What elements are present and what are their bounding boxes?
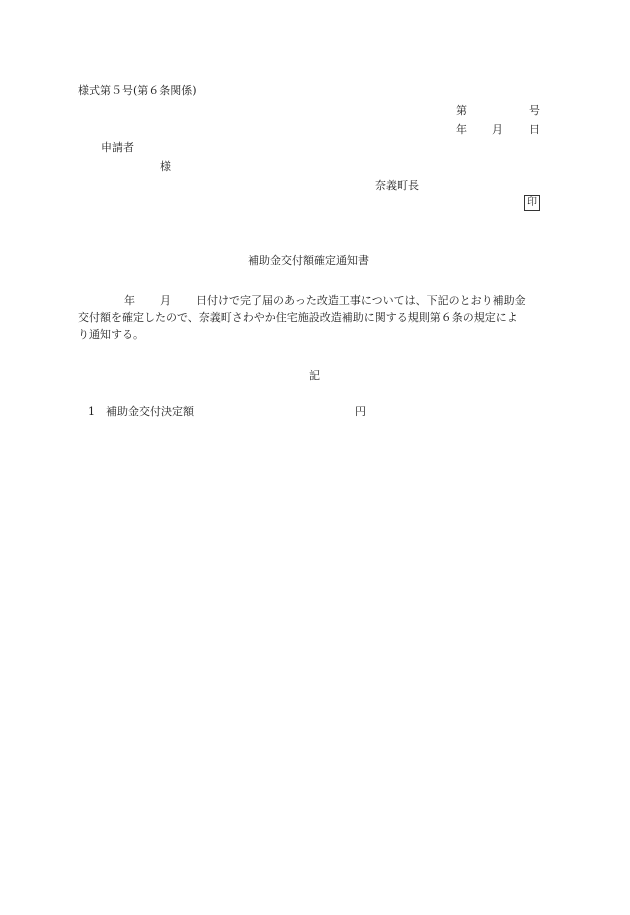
doc-number-suffix: 号	[529, 104, 540, 117]
item-label: 補助金交付決定額	[106, 405, 194, 418]
body-month: 月	[160, 294, 171, 307]
body-year: 年	[124, 294, 135, 307]
item-unit: 円	[355, 405, 366, 418]
date-day: 日	[529, 123, 540, 136]
seal-mark: 印	[524, 195, 540, 211]
form-label: 様式第５号(第６条関係)	[78, 84, 197, 97]
ki-heading: 記	[309, 369, 320, 382]
document-title: 補助金交付額確定通知書	[248, 254, 369, 267]
item-number: 1	[88, 405, 95, 418]
issuer-name: 奈義町長	[375, 179, 419, 192]
recipient-honorific: 様	[160, 160, 171, 173]
doc-number-prefix: 第	[456, 104, 467, 117]
body-line2: 交付額を確定したので、奈義町さわやか住宅施設改造補助に関する規則第６条の規定によ	[78, 311, 518, 324]
applicant-label: 申請者	[101, 141, 134, 154]
body-paragraph	[78, 292, 556, 343]
body-line1-rest: 日付けで完了届のあった改造工事については、下記のとおり補助金	[196, 294, 526, 307]
date-month: 月	[492, 123, 503, 136]
date-year: 年	[456, 123, 467, 136]
body-line3: り通知する。	[78, 328, 144, 341]
